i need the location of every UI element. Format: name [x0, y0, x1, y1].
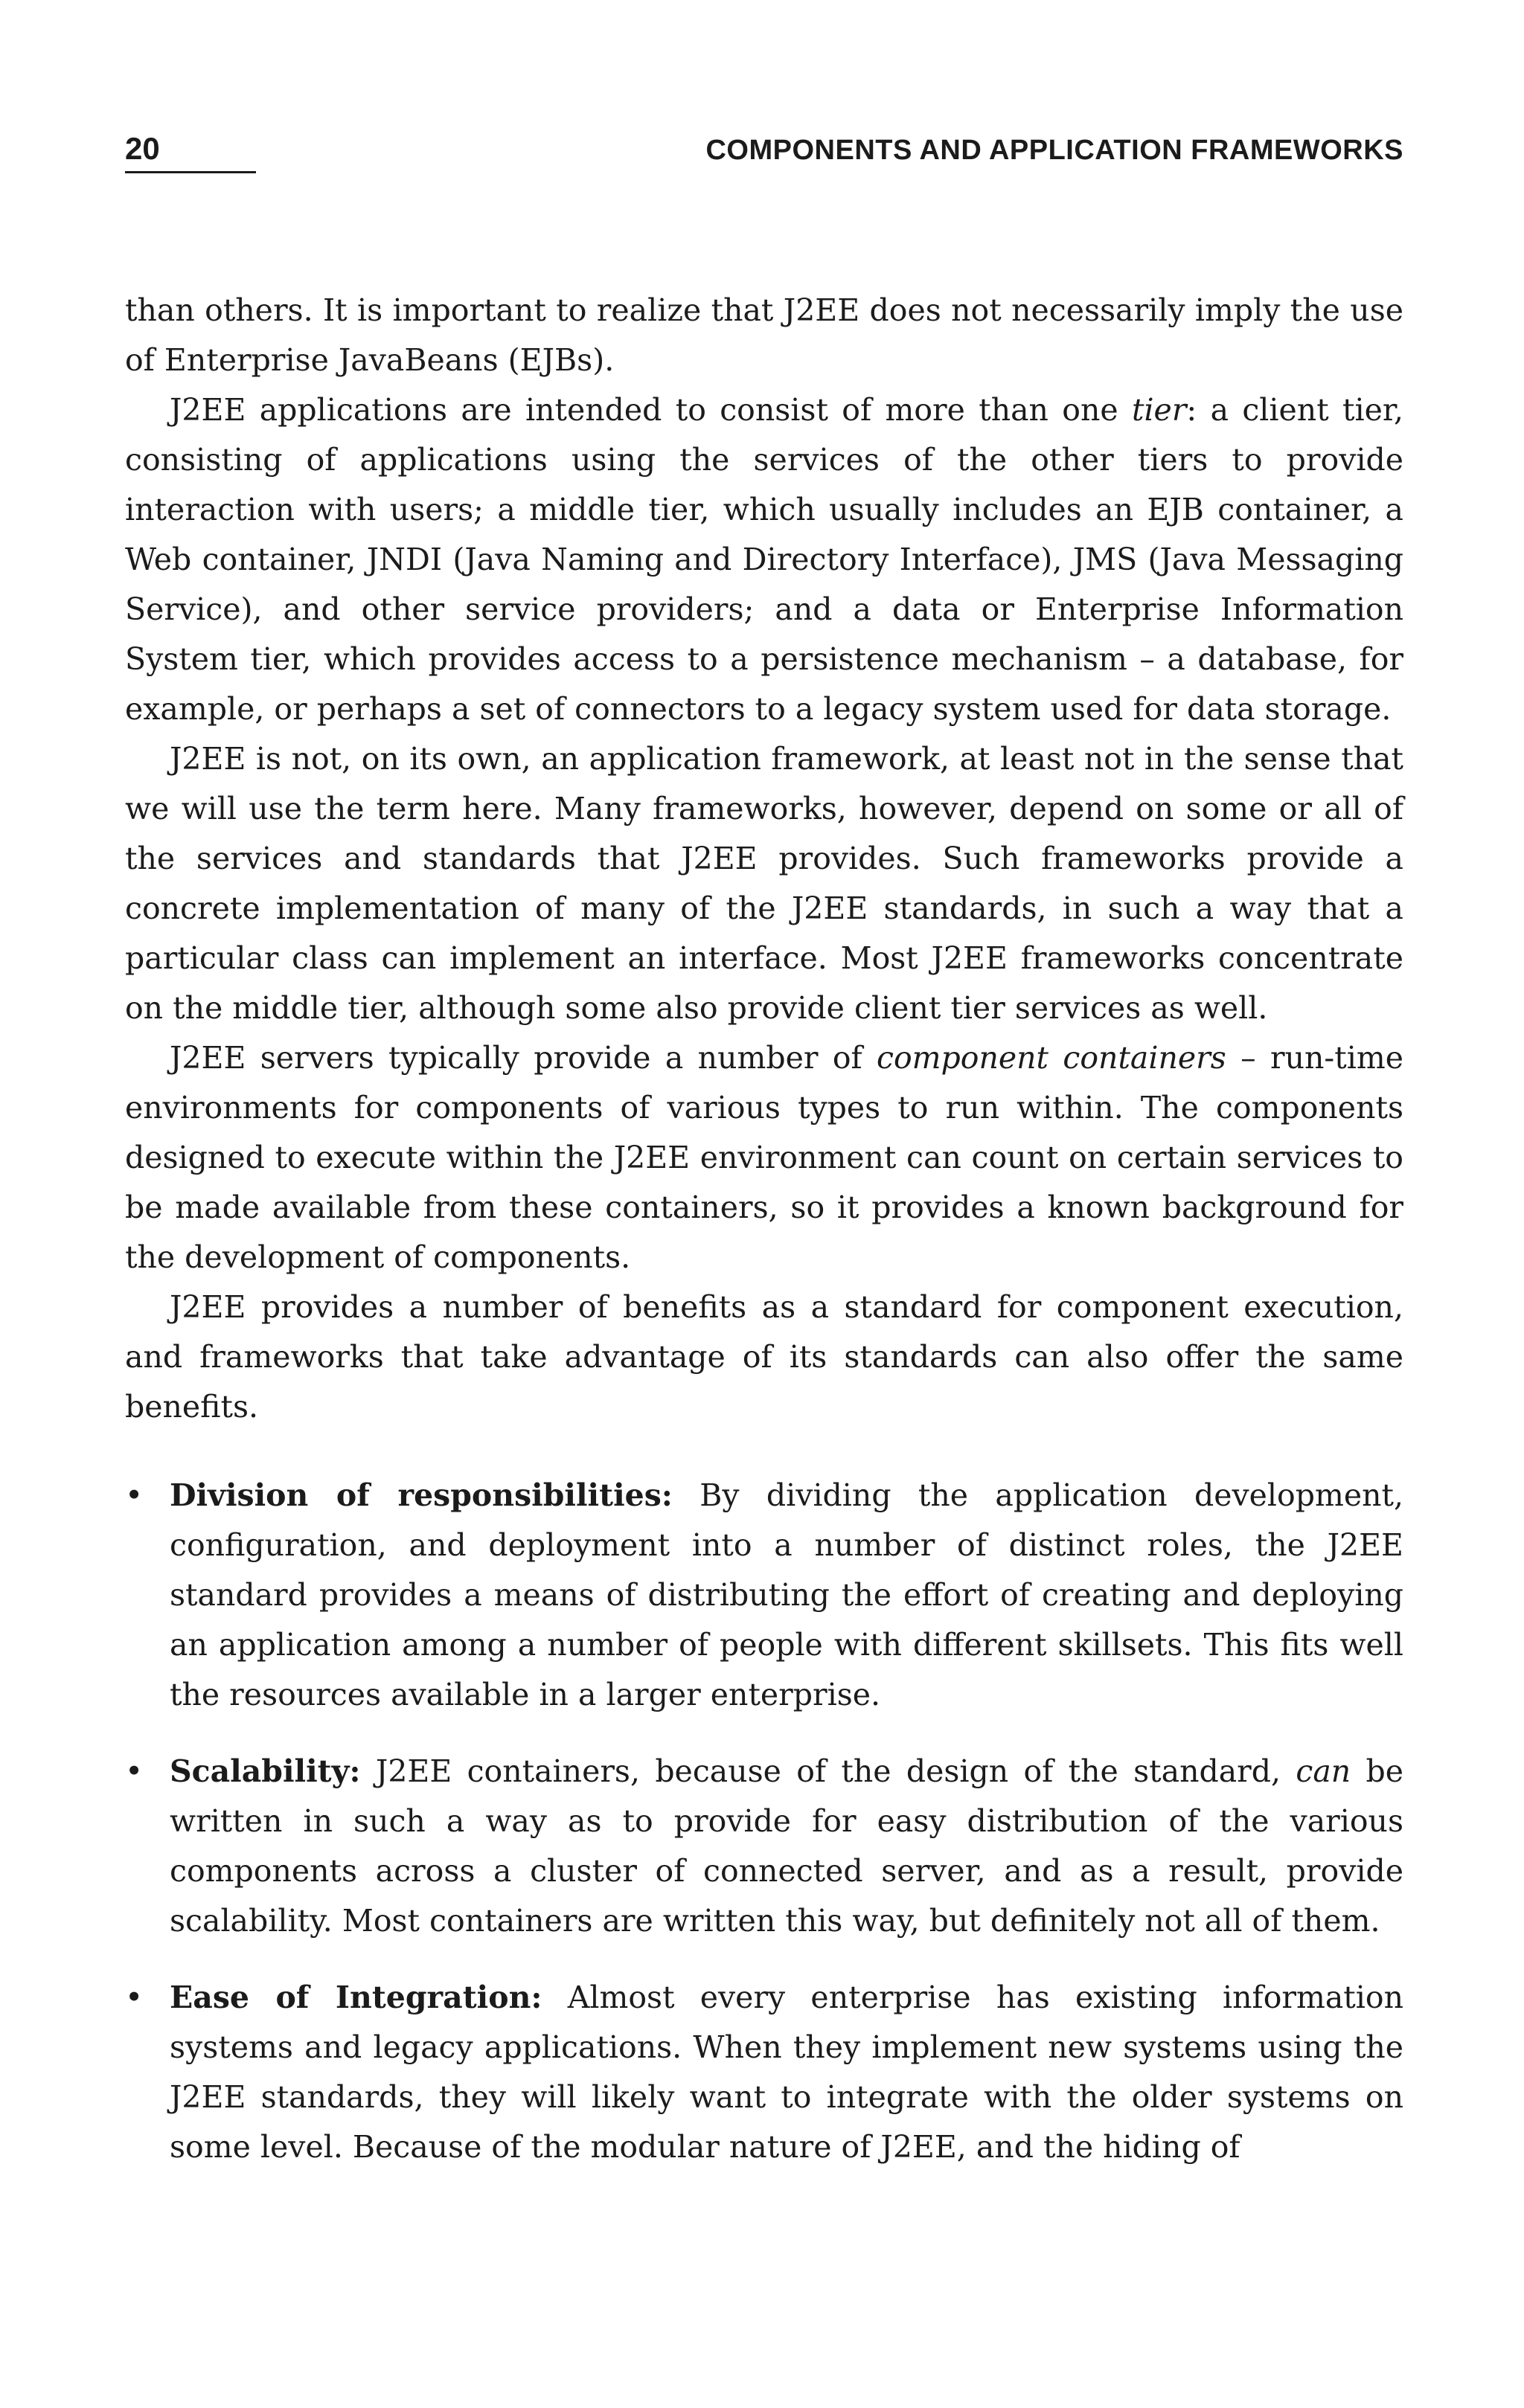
paragraph-text: J2EE applications are intended to consist of more than one: [170, 392, 1132, 428]
page-number: 20: [125, 131, 160, 166]
bullet-text: J2EE containers, because of the design of the standard,: [360, 1753, 1296, 1789]
bullet-term: Ease of Integration:: [170, 1980, 542, 2015]
paragraph-text: than others. It is important to realize that J2EE does not necessarily imply the use of Enterprise JavaBeans (EJBs).: [125, 292, 1403, 378]
emphasis-term: tier: [1131, 392, 1187, 428]
running-title: COMPONENTS AND APPLICATION FRAMEWORKS: [705, 135, 1403, 166]
paragraph-text: J2EE servers typically provide a number of: [170, 1040, 877, 1076]
paragraph: [125, 1033, 1403, 1282]
paragraph-text: – run-time environments for components of various types to run within. The components designed to execute within the J2EE environment can count on certain services to be made available from these containers, so it provides a known background for the development of components.: [125, 1040, 1403, 1275]
body-text: [125, 286, 1403, 2199]
paragraph-text: J2EE is not, on its own, an application framework, at least not in the sense that we will use the term here. Many frameworks, however, depend on some or all of the services and standards that J2EE provides. Such frameworks provide a concrete implementation of many of the J2EE standards, in such a way that a particular class can implement an interface. Most J2EE frameworks concentrate on the middle tier, although some also provide client tier services as well.: [125, 741, 1403, 1026]
list-item: [125, 1747, 1403, 1946]
bullet-text: By dividing the application development, configuration, and deployment into a number of distinct roles, the J2EE standard provides a means of distributing the effort of creating and deploying an application among a number of people with different skillsets. This fits well the resources available in a larger enterprise.: [170, 1477, 1403, 1712]
bullet-icon: •: [125, 1477, 144, 1513]
bullet-text: Almost every enterprise has existing information systems and legacy applications. When they implement new systems using the J2EE standards, they will likely want to integrate with the older systems on some level. Because of the modular nature of J2EE, and the hiding of: [170, 1980, 1403, 2165]
bullet-icon: •: [125, 1753, 144, 1789]
bullet-term: Division of responsibilities:: [170, 1477, 673, 1513]
page-number-rule: [125, 171, 256, 173]
paragraph: [125, 1282, 1403, 1432]
paragraph: [125, 385, 1403, 734]
list-item: [125, 1471, 1403, 1720]
running-head: [125, 131, 1403, 179]
bullet-icon: •: [125, 1980, 144, 2015]
emphasis-term: can: [1296, 1753, 1351, 1789]
paragraph-text: : a client tier, consisting of applications using the services of the other tiers to provide interaction with users; a middle tier, which usually includes an EJB container, a Web container, JNDI (Java Naming and Directory Interface), JMS (Java Messaging Service), and other service providers; and a data or Enterprise Information System tier, which provides access to a persistence mechanism – a database, for example, or perhaps a set of connectors to a legacy system used for data storage.: [125, 392, 1403, 727]
paragraph: [125, 734, 1403, 1033]
benefits-list: [125, 1471, 1403, 2172]
paragraph: [125, 286, 1403, 385]
emphasis-term: component containers: [877, 1040, 1226, 1076]
paragraph-text: J2EE provides a number of benefits as a standard for component execution, and frameworks that take advantage of its standards can also offer the same benefits.: [125, 1289, 1403, 1425]
bullet-text: be written in such a way as to provide for easy distribution of the various components across a cluster of connected server, and as a result, provide scalability. Most containers are written this way, but definitely not all of them.: [170, 1753, 1404, 1939]
bullet-term: Scalability:: [170, 1753, 361, 1789]
list-item: [125, 1973, 1403, 2172]
